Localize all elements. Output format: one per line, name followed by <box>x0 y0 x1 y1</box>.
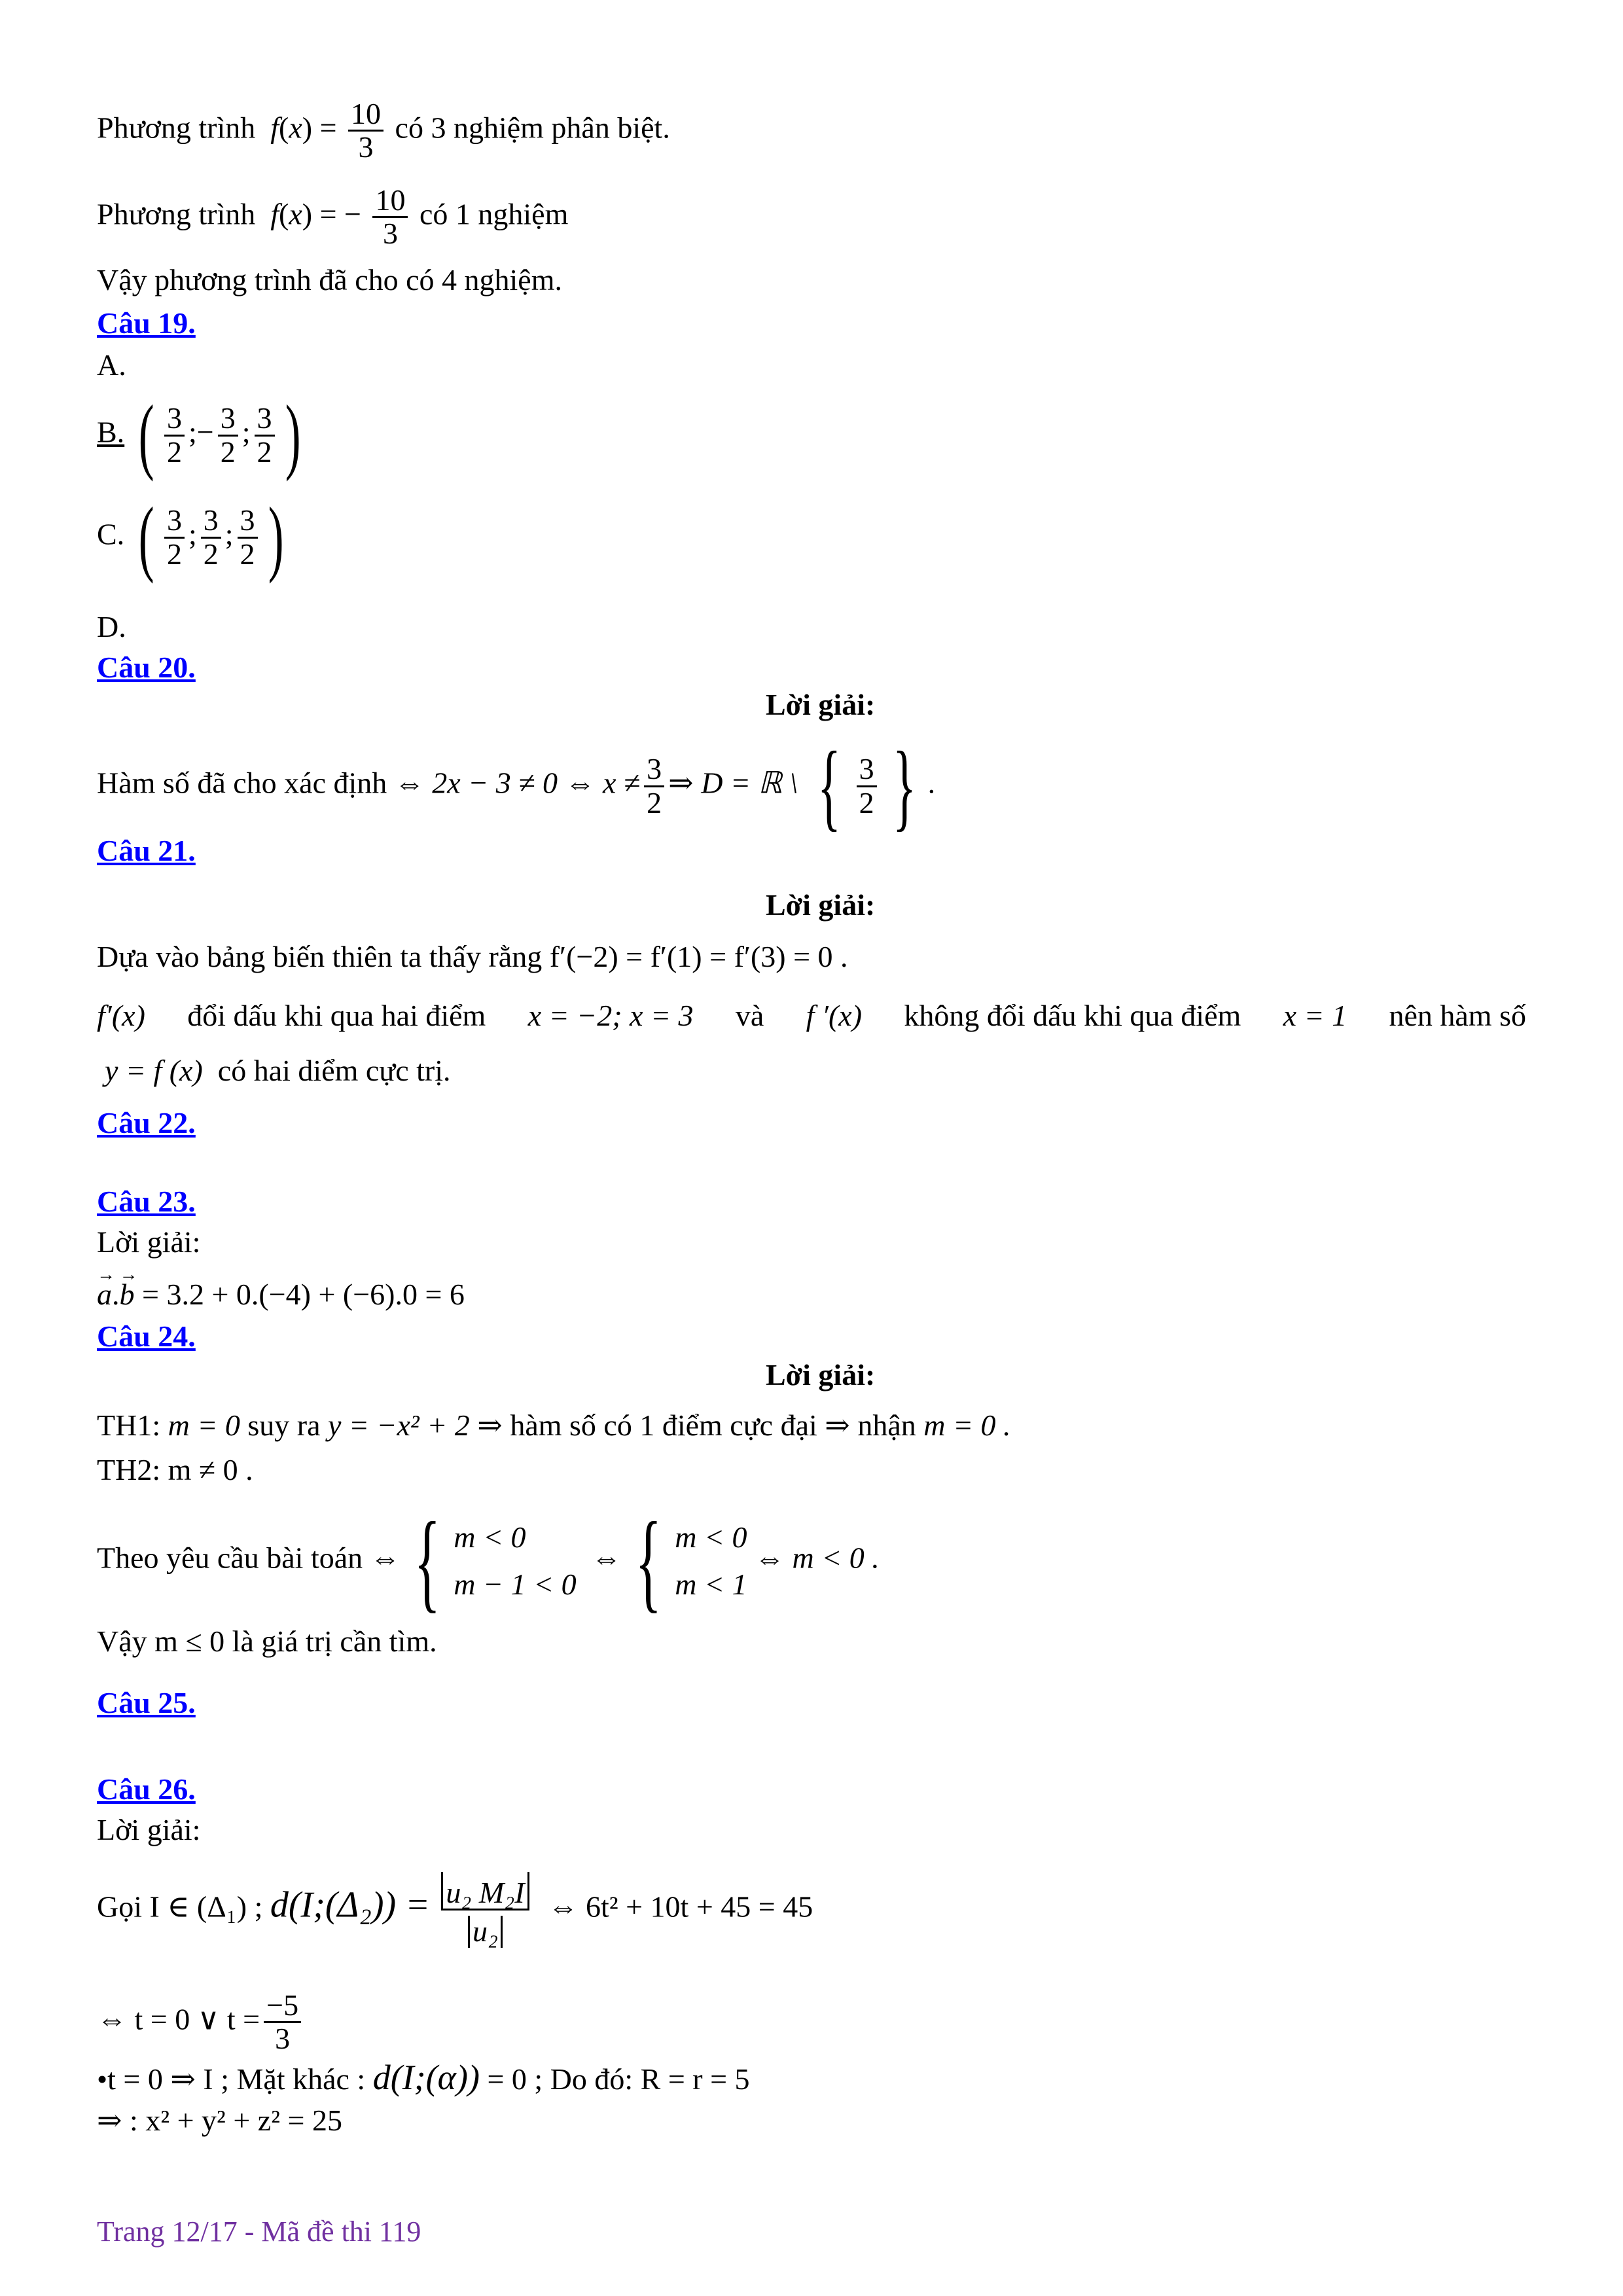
t-solution-line <box>97 1990 305 2055</box>
denominator: 2 <box>166 435 182 469</box>
separator: ; <box>241 415 251 449</box>
math: f′(x) <box>97 999 145 1032</box>
fraction <box>644 753 664 819</box>
option-c <box>97 490 290 584</box>
option-c-label: C. <box>97 517 125 551</box>
eq: m < 1 <box>675 1568 747 1601</box>
minus: − <box>196 415 214 449</box>
fraction <box>164 403 185 468</box>
x-symbol: x <box>289 111 302 145</box>
solution-heading: Lời giải: <box>766 688 876 721</box>
paren-right: ) <box>268 490 284 584</box>
eq: m < 0 <box>675 1520 747 1554</box>
question-21-title[interactable]: Câu 21. <box>97 834 196 867</box>
fraction <box>201 505 221 570</box>
expression: ⇒ D = ℝ \ <box>668 766 798 800</box>
text-line: Dựa vào bảng biến thiên ta thấy rằng f′(−2) = f′(1) = f′(3) = 0 . <box>97 940 848 973</box>
equals: = <box>319 111 337 145</box>
text: ⇒ nhận <box>825 1408 916 1442</box>
option-b <box>97 388 307 482</box>
equation-line-1: Phương trình f(x) = $\frac{10}{3}$ có 3 nghiệm phân biệt. <box>97 97 670 164</box>
numerator: 3 <box>238 505 258 538</box>
denominator: 2 <box>240 537 255 571</box>
numerator: 3 <box>857 753 877 787</box>
text: •t = 0 ⇒ I ; Mặt khác : <box>97 2062 366 2096</box>
math: y = −x² + 2 ⇒ <box>328 1408 503 1442</box>
fraction <box>348 98 383 164</box>
numerator: 3 <box>255 403 275 436</box>
math: x = −2; x = 3 <box>527 999 694 1032</box>
fraction <box>218 403 238 468</box>
system-line <box>97 1499 880 1623</box>
result: ⇔ m < 0 . <box>754 1541 880 1575</box>
solution-heading: Lời giải: <box>766 1358 876 1391</box>
numerator: 10 <box>372 185 408 218</box>
text: Phương trình <box>97 197 256 231</box>
solution-label: Lời giải: <box>97 1813 201 1846</box>
bullet-line <box>97 2058 750 2099</box>
math: x = 1 <box>1283 999 1347 1032</box>
paren-left: ( <box>138 388 154 482</box>
text: có 1 nghiệm <box>419 197 569 231</box>
eq: m < 0 <box>454 1520 526 1554</box>
f-symbol: f <box>270 197 279 231</box>
fraction <box>164 505 185 570</box>
fraction <box>264 1990 301 2055</box>
text: Phương trình <box>97 111 256 145</box>
dot: . <box>112 1278 120 1311</box>
expression: ⇔ 2x − 3 ≠ 0 ⇔ x ≠ <box>394 766 641 800</box>
math: m = 0 . <box>923 1408 1011 1442</box>
page-footer: Trang 12/17 - Mã đề thi 119 <box>97 2215 421 2248</box>
math: f ′(x) <box>806 999 863 1032</box>
conclusion: Vậy m ≤ 0 là giá trị cần tìm. <box>97 1624 437 1658</box>
denominator: 3 <box>275 2022 291 2056</box>
fraction <box>255 403 275 468</box>
text: nên hàm số <box>1389 999 1526 1032</box>
text: không đổi dấu khi qua điểm <box>904 999 1241 1032</box>
text: hàm số có 1 điểm cực đại <box>510 1408 817 1442</box>
brace-left: { <box>634 1499 662 1623</box>
sphere-equation: ⇒ : x² + y² + z² = 25 <box>97 2104 342 2137</box>
question-26-title[interactable]: Câu 26. <box>97 1772 196 1806</box>
text: có 3 nghiệm phân biệt. <box>395 111 670 145</box>
question-22-title[interactable]: Câu 22. <box>97 1106 196 1139</box>
math: d(I;(α)) <box>372 2058 480 2097</box>
vector-b: → b <box>120 1275 135 1314</box>
question-23-title[interactable]: Câu 23. <box>97 1185 196 1218</box>
text: và <box>735 999 764 1032</box>
numerator: 3 <box>218 403 238 436</box>
option-b-label: B. <box>97 415 125 449</box>
question-24-title[interactable]: Câu 24. <box>97 1319 196 1353</box>
option-d: D. <box>97 610 126 643</box>
solution-label: Lời giải: <box>97 1225 201 1259</box>
case-2-line: TH2: m ≠ 0 . <box>97 1453 253 1486</box>
fraction <box>441 1872 529 1948</box>
numerator: 3 <box>201 505 221 538</box>
x-symbol: x <box>289 197 302 231</box>
iff: ⇔ <box>370 1541 401 1575</box>
text: Gọi I ∈ (Δ₁) ; <box>97 1890 263 1924</box>
justified-line <box>97 996 1526 1035</box>
text: đổi dấu khi qua hai điểm <box>187 999 486 1032</box>
fraction <box>372 185 408 250</box>
domain-line <box>97 732 936 840</box>
paren-right: ) <box>285 388 301 482</box>
brace-left: { <box>414 1499 440 1623</box>
eq: m − 1 < 0 <box>454 1568 577 1601</box>
distance-line <box>97 1872 813 1948</box>
expression: = 3.2 + 0.(−4) + (−6).0 = 6 <box>134 1278 465 1311</box>
text: Theo yêu cầu bài toán <box>97 1541 363 1575</box>
numerator: 3 <box>644 753 664 787</box>
denominator: 2 <box>203 537 219 571</box>
denominator: 2 <box>859 785 874 819</box>
text: = 0 ; Do đó: R = r = 5 <box>487 2062 750 2096</box>
iff: ⇔ <box>591 1541 622 1575</box>
math: d(I;(Δ₂)) = <box>270 1884 430 1926</box>
text: suy ra <box>247 1408 321 1442</box>
vector-a: → a <box>97 1275 112 1314</box>
conclusion-line: Vậy phương trình đã cho có 4 nghiệm. <box>97 263 563 296</box>
numerator: u₂ M₂I <box>441 1872 529 1910</box>
system-1 <box>454 1514 576 1608</box>
math: m = 0 <box>168 1408 240 1442</box>
denominator: 2 <box>220 435 236 469</box>
question-25-title[interactable]: Câu 25. <box>97 1686 196 1719</box>
numerator: −5 <box>264 1990 301 2023</box>
separator: ; <box>188 517 197 551</box>
question-20-title[interactable]: Câu 20. <box>97 651 196 684</box>
text: ⇔ t = 0 ∨ t = <box>97 2002 260 2036</box>
text: Hàm số đã cho xác định <box>97 766 387 800</box>
period: . <box>927 766 936 800</box>
case-1-line <box>97 1406 1011 1445</box>
denominator: 2 <box>647 785 662 819</box>
option-a: A. <box>97 348 126 382</box>
numerator: 3 <box>164 505 185 538</box>
text: TH1: <box>97 1408 161 1442</box>
brace-left: { <box>817 732 841 840</box>
brace-right: } <box>892 732 916 840</box>
numerator: 3 <box>164 403 185 436</box>
denominator: 2 <box>257 435 272 469</box>
fraction <box>238 505 258 570</box>
math: y = f (x) <box>105 1054 203 1087</box>
f-symbol: f <box>270 111 279 145</box>
system-2 <box>675 1514 747 1608</box>
separator: ; <box>224 517 234 551</box>
equation-line-2: Phương trình f(x) = − $\frac{10}{3}$ có 1 nghiệm <box>97 183 569 251</box>
paren-left: ( <box>138 490 154 584</box>
text: có hai diểm cực trị. <box>217 1054 451 1087</box>
denominator: 3 <box>382 217 398 251</box>
dot-product-line <box>97 1275 465 1314</box>
question-19-title[interactable]: Câu 19. <box>97 306 196 340</box>
equals-minus: = − <box>319 197 361 231</box>
numerator: 10 <box>348 98 383 132</box>
fraction <box>857 753 877 819</box>
denominator: u₂ <box>468 1916 503 1947</box>
denominator: 2 <box>166 537 182 571</box>
equation: ⇔ 6t² + 10t + 45 = 45 <box>548 1890 813 1924</box>
separator: ; <box>188 415 197 449</box>
denominator: 3 <box>358 130 374 164</box>
solution-heading: Lời giải: <box>766 888 876 922</box>
text-line <box>105 1051 451 1090</box>
